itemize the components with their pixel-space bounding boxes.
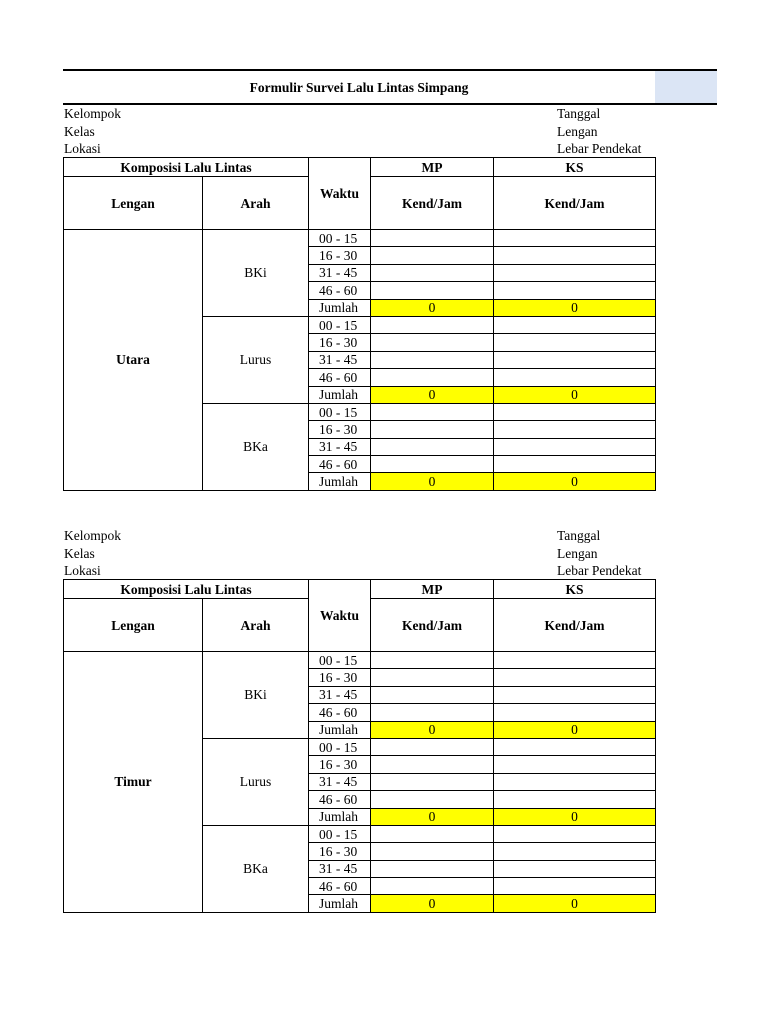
info-label-lebar-pendekat: Lebar Pendekat bbox=[557, 563, 642, 578]
time-interval: 16 - 30 bbox=[309, 756, 371, 773]
time-interval: 46 - 60 bbox=[309, 878, 371, 895]
ks-input-cell[interactable] bbox=[494, 756, 656, 773]
mp-input-cell[interactable] bbox=[371, 704, 494, 721]
time-interval: 46 - 60 bbox=[309, 282, 371, 299]
arah-cell: Lurus bbox=[203, 316, 309, 403]
info-right-labels bbox=[557, 105, 641, 158]
header-waktu: Waktu bbox=[309, 580, 371, 652]
mp-input-cell[interactable] bbox=[371, 773, 494, 790]
mp-input-cell[interactable] bbox=[371, 264, 494, 281]
arah-cell: BKi bbox=[203, 652, 309, 739]
info-label-lokasi: Lokasi bbox=[64, 563, 101, 578]
time-interval: 31 - 45 bbox=[309, 686, 371, 703]
time-interval: 31 - 45 bbox=[309, 438, 371, 455]
survey-table-1 bbox=[63, 579, 656, 913]
header-komposisi: Komposisi Lalu Lintas bbox=[64, 158, 309, 177]
ks-total: 0 bbox=[494, 473, 656, 490]
mp-total: 0 bbox=[371, 473, 494, 490]
mp-input-cell[interactable] bbox=[371, 860, 494, 877]
info-label-lengan: Lengan bbox=[557, 123, 598, 139]
header-unit-ks: Kend/Jam bbox=[494, 599, 656, 652]
ks-input-cell[interactable] bbox=[494, 843, 656, 860]
table-row bbox=[64, 652, 656, 669]
ks-input-cell[interactable] bbox=[494, 351, 656, 368]
ks-total: 0 bbox=[494, 299, 656, 316]
ks-input-cell[interactable] bbox=[494, 230, 656, 247]
header-unit-mp: Kend/Jam bbox=[371, 177, 494, 230]
info-label-kelas: Kelas bbox=[64, 545, 95, 561]
ks-input-cell[interactable] bbox=[494, 704, 656, 721]
mp-input-cell[interactable] bbox=[371, 686, 494, 703]
info-label-tanggal: Tanggal bbox=[557, 528, 601, 543]
jumlah-label: Jumlah bbox=[309, 895, 371, 912]
time-interval: 16 - 30 bbox=[309, 247, 371, 264]
mp-total: 0 bbox=[371, 895, 494, 912]
table-row bbox=[64, 230, 656, 247]
ks-input-cell[interactable] bbox=[494, 686, 656, 703]
ks-total: 0 bbox=[494, 721, 656, 738]
mp-input-cell[interactable] bbox=[371, 878, 494, 895]
time-interval: 00 - 15 bbox=[309, 738, 371, 755]
mp-input-cell[interactable] bbox=[371, 369, 494, 386]
ks-input-cell[interactable] bbox=[494, 334, 656, 351]
ks-input-cell[interactable] bbox=[494, 860, 656, 877]
jumlah-label: Jumlah bbox=[309, 721, 371, 738]
mp-input-cell[interactable] bbox=[371, 316, 494, 333]
time-interval: 46 - 60 bbox=[309, 704, 371, 721]
mp-total: 0 bbox=[371, 386, 494, 403]
ks-input-cell[interactable] bbox=[494, 421, 656, 438]
mp-input-cell[interactable] bbox=[371, 669, 494, 686]
mp-input-cell[interactable] bbox=[371, 738, 494, 755]
arah-cell: BKi bbox=[203, 230, 309, 317]
survey-table-0 bbox=[63, 157, 656, 491]
header-unit-ks: Kend/Jam bbox=[494, 177, 656, 230]
header-arah: Arah bbox=[203, 177, 309, 230]
header-mp: MP bbox=[371, 158, 494, 177]
info-left-labels bbox=[64, 527, 121, 580]
mp-total: 0 bbox=[371, 299, 494, 316]
mp-input-cell[interactable] bbox=[371, 247, 494, 264]
arah-cell: BKa bbox=[203, 825, 309, 912]
info-label-lebar-pendekat: Lebar Pendekat bbox=[557, 141, 642, 156]
info-label-lengan: Lengan bbox=[557, 545, 598, 561]
time-interval: 31 - 45 bbox=[309, 351, 371, 368]
time-interval: 00 - 15 bbox=[309, 403, 371, 420]
ks-total: 0 bbox=[494, 386, 656, 403]
time-interval: 31 - 45 bbox=[309, 264, 371, 281]
info-right-labels bbox=[557, 527, 641, 580]
info-label-lokasi: Lokasi bbox=[64, 141, 101, 156]
lengan-cell: Timur bbox=[64, 652, 203, 913]
ks-input-cell[interactable] bbox=[494, 247, 656, 264]
ks-input-cell[interactable] bbox=[494, 316, 656, 333]
ks-input-cell[interactable] bbox=[494, 791, 656, 808]
header-waktu: Waktu bbox=[309, 158, 371, 230]
header-ks: KS bbox=[494, 158, 656, 177]
arah-cell: Lurus bbox=[203, 738, 309, 825]
info-label-tanggal: Tanggal bbox=[557, 106, 601, 121]
ks-input-cell[interactable] bbox=[494, 282, 656, 299]
ks-input-cell[interactable] bbox=[494, 825, 656, 842]
ks-input-cell[interactable] bbox=[494, 403, 656, 420]
form-title-bar bbox=[63, 69, 717, 105]
header-lengan: Lengan bbox=[64, 177, 203, 230]
mp-input-cell[interactable] bbox=[371, 825, 494, 842]
time-interval: 00 - 15 bbox=[309, 825, 371, 842]
time-interval: 16 - 30 bbox=[309, 421, 371, 438]
time-interval: 00 - 15 bbox=[309, 230, 371, 247]
time-interval: 46 - 60 bbox=[309, 456, 371, 473]
mp-input-cell[interactable] bbox=[371, 756, 494, 773]
jumlah-label: Jumlah bbox=[309, 386, 371, 403]
mp-total: 0 bbox=[371, 808, 494, 825]
info-label-kelompok: Kelompok bbox=[64, 528, 121, 543]
ks-input-cell[interactable] bbox=[494, 738, 656, 755]
time-interval: 16 - 30 bbox=[309, 843, 371, 860]
header-komposisi: Komposisi Lalu Lintas bbox=[64, 580, 309, 599]
ks-input-cell[interactable] bbox=[494, 669, 656, 686]
mp-input-cell[interactable] bbox=[371, 652, 494, 669]
time-interval: 16 - 30 bbox=[309, 669, 371, 686]
ks-input-cell[interactable] bbox=[494, 773, 656, 790]
ks-total: 0 bbox=[494, 895, 656, 912]
arah-cell: BKa bbox=[203, 403, 309, 490]
jumlah-label: Jumlah bbox=[309, 473, 371, 490]
jumlah-label: Jumlah bbox=[309, 808, 371, 825]
ks-input-cell[interactable] bbox=[494, 438, 656, 455]
ks-input-cell[interactable] bbox=[494, 652, 656, 669]
mp-input-cell[interactable] bbox=[371, 791, 494, 808]
header-lengan: Lengan bbox=[64, 599, 203, 652]
mp-input-cell[interactable] bbox=[371, 421, 494, 438]
ks-input-cell[interactable] bbox=[494, 369, 656, 386]
time-interval: 31 - 45 bbox=[309, 860, 371, 877]
time-interval: 00 - 15 bbox=[309, 316, 371, 333]
form-title: Formulir Survei Lalu Lintas Simpang bbox=[249, 80, 469, 95]
jumlah-label: Jumlah bbox=[309, 299, 371, 316]
time-interval: 46 - 60 bbox=[309, 369, 371, 386]
time-interval: 00 - 15 bbox=[309, 652, 371, 669]
header-arah: Arah bbox=[203, 599, 309, 652]
mp-input-cell[interactable] bbox=[371, 843, 494, 860]
mp-input-cell[interactable] bbox=[371, 438, 494, 455]
header-ks: KS bbox=[494, 580, 656, 599]
time-interval: 46 - 60 bbox=[309, 791, 371, 808]
info-label-kelas: Kelas bbox=[64, 123, 95, 139]
mp-input-cell[interactable] bbox=[371, 351, 494, 368]
lengan-cell: Utara bbox=[64, 230, 203, 491]
time-interval: 31 - 45 bbox=[309, 773, 371, 790]
mp-input-cell[interactable] bbox=[371, 282, 494, 299]
ks-input-cell[interactable] bbox=[494, 456, 656, 473]
mp-input-cell[interactable] bbox=[371, 403, 494, 420]
ks-input-cell[interactable] bbox=[494, 878, 656, 895]
time-interval: 16 - 30 bbox=[309, 334, 371, 351]
header-mp: MP bbox=[371, 580, 494, 599]
mp-input-cell[interactable] bbox=[371, 456, 494, 473]
mp-input-cell[interactable] bbox=[371, 230, 494, 247]
mp-total: 0 bbox=[371, 721, 494, 738]
header-unit-mp: Kend/Jam bbox=[371, 599, 494, 652]
mp-input-cell[interactable] bbox=[371, 334, 494, 351]
info-left-labels bbox=[64, 105, 121, 158]
info-label-kelompok: Kelompok bbox=[64, 106, 121, 121]
ks-input-cell[interactable] bbox=[494, 264, 656, 281]
ks-total: 0 bbox=[494, 808, 656, 825]
